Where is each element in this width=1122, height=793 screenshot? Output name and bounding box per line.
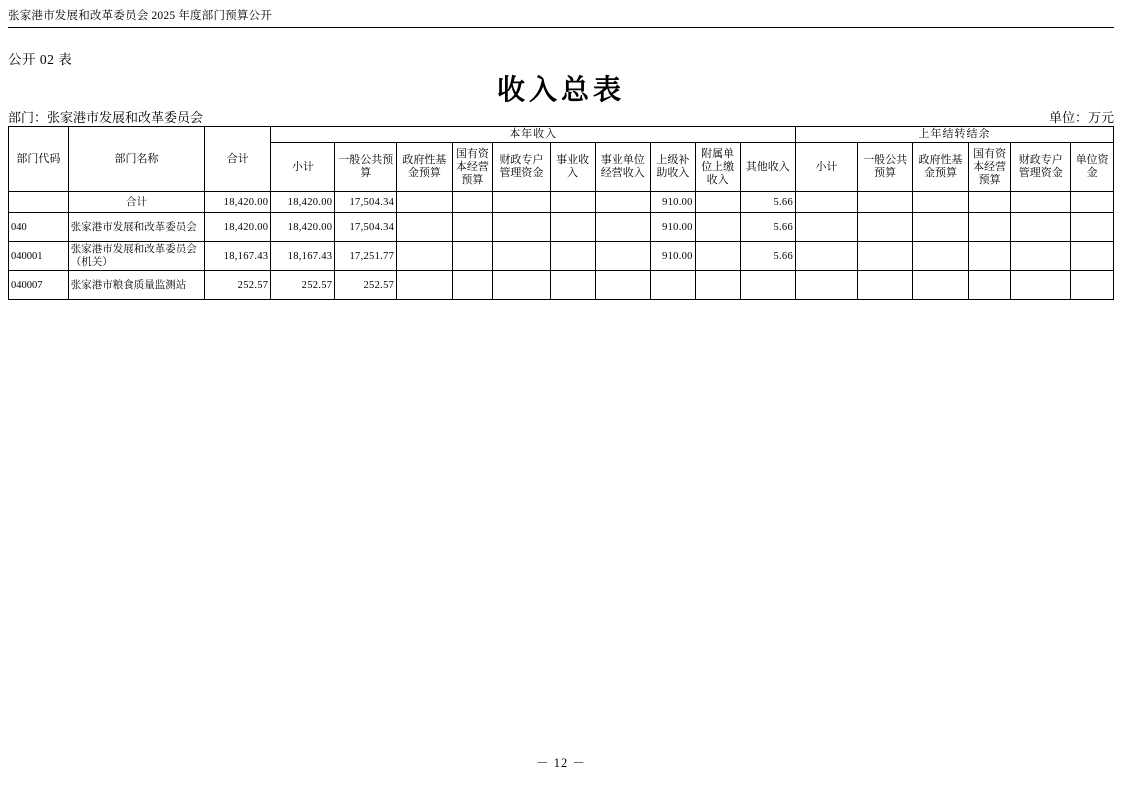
col-cy-soe-capital: 国有资本经营预算 — [452, 143, 493, 192]
cell-total: 18,420.00 — [205, 213, 271, 242]
cell-cy-superior-subsidy: 910.00 — [650, 213, 695, 242]
form-number: 公开 02 表 — [8, 52, 73, 67]
col-total: 合计 — [205, 127, 271, 192]
cell-py-fin-special — [1011, 242, 1071, 271]
cell-dept-name: 张家港市发展和改革委员会 — [68, 213, 205, 242]
col-py-unit-fund: 单位资金 — [1071, 143, 1114, 192]
cell-cy-other — [740, 271, 795, 300]
cell-cy-other: 5.66 — [740, 192, 795, 213]
cell-dept-name: 合计 — [68, 192, 205, 213]
col-py-gov-fund: 政府性基金预算 — [913, 143, 968, 192]
cell-cy-soe-capital — [452, 242, 493, 271]
cell-cy-business — [550, 213, 595, 242]
cell-dept-code: 040007 — [9, 271, 69, 300]
cell-dept-code: 040001 — [9, 242, 69, 271]
cell-cy-unit-business — [595, 192, 650, 213]
table-body — [9, 192, 1114, 300]
cell-cy-other: 5.66 — [740, 242, 795, 271]
group-prior-year-carryover: 上年结转结余 — [796, 127, 1114, 143]
cell-cy-gov-fund — [397, 242, 452, 271]
cell-dept-code: 040 — [9, 213, 69, 242]
col-py-subtotal: 小计 — [796, 143, 858, 192]
cell-cy-other: 5.66 — [740, 213, 795, 242]
header-divider — [8, 27, 1114, 28]
table-header-group-row — [9, 127, 1114, 143]
cell-cy-superior-subsidy — [650, 271, 695, 300]
col-cy-subtotal: 小计 — [271, 143, 335, 192]
cell-cy-superior-subsidy: 910.00 — [650, 242, 695, 271]
cell-cy-soe-capital — [452, 192, 493, 213]
cell-py-unit-fund — [1071, 213, 1114, 242]
cell-cy-subtotal: 18,420.00 — [271, 192, 335, 213]
cell-dept-name: 张家港市发展和改革委员会（机关） — [68, 242, 205, 271]
col-cy-fin-special: 财政专户管理资金 — [493, 143, 551, 192]
page-title: 收入总表 — [496, 75, 625, 106]
cell-py-general-public — [857, 271, 912, 300]
budget-table-wrap — [8, 126, 1114, 300]
cell-cy-gov-fund — [397, 271, 452, 300]
cell-cy-affiliated — [695, 271, 740, 300]
group-current-year-income: 本年收入 — [271, 127, 796, 143]
cell-cy-subtotal: 18,167.43 — [271, 242, 335, 271]
cell-cy-fin-special — [493, 271, 551, 300]
cell-py-gov-fund — [913, 213, 968, 242]
cell-cy-affiliated — [695, 192, 740, 213]
cell-cy-business — [550, 242, 595, 271]
cell-cy-fin-special — [493, 213, 551, 242]
income-summary-table — [8, 126, 1114, 300]
cell-cy-business — [550, 271, 595, 300]
cell-py-subtotal — [796, 213, 858, 242]
cell-cy-affiliated — [695, 213, 740, 242]
col-cy-affiliated: 附属单位上缴收入 — [695, 143, 740, 192]
table-row — [9, 242, 1114, 271]
cell-py-gov-fund — [913, 242, 968, 271]
cell-cy-superior-subsidy: 910.00 — [650, 192, 695, 213]
col-cy-superior-subsidy: 上级补助收入 — [650, 143, 695, 192]
cell-py-subtotal — [796, 271, 858, 300]
col-py-general-public: 一般公共预算 — [857, 143, 912, 192]
cell-py-fin-special — [1011, 192, 1071, 213]
cell-py-unit-fund — [1071, 242, 1114, 271]
cell-py-fin-special — [1011, 271, 1071, 300]
cell-cy-unit-business — [595, 213, 650, 242]
cell-py-soe-capital — [968, 192, 1011, 213]
cell-py-general-public — [857, 242, 912, 271]
cell-cy-general-public: 17,504.34 — [335, 192, 397, 213]
cell-total: 252.57 — [205, 271, 271, 300]
table-row — [9, 192, 1114, 213]
cell-cy-general-public: 17,504.34 — [335, 213, 397, 242]
col-cy-business: 事业收入 — [550, 143, 595, 192]
cell-total: 18,167.43 — [205, 242, 271, 271]
cell-cy-fin-special — [493, 242, 551, 271]
unit-label: 单位：万元 — [1048, 110, 1114, 125]
cell-py-soe-capital — [968, 213, 1011, 242]
cell-py-unit-fund — [1071, 271, 1114, 300]
cell-total: 18,420.00 — [205, 192, 271, 213]
cell-py-general-public — [857, 192, 912, 213]
cell-cy-soe-capital — [452, 271, 493, 300]
col-py-soe-capital: 国有资本经营预算 — [968, 143, 1011, 192]
cell-cy-general-public: 17,251.77 — [335, 242, 397, 271]
col-cy-gov-fund: 政府性基金预算 — [397, 143, 452, 192]
cell-py-subtotal — [796, 242, 858, 271]
page-number: － 12 － — [536, 756, 586, 770]
col-dept-name: 部门名称 — [68, 127, 205, 192]
department-label: 部门：张家港市发展和改革委员会 — [8, 110, 204, 125]
cell-cy-subtotal: 18,420.00 — [271, 213, 335, 242]
cell-py-soe-capital — [968, 242, 1011, 271]
col-cy-other: 其他收入 — [740, 143, 795, 192]
cell-cy-unit-business — [595, 242, 650, 271]
cell-py-fin-special — [1011, 213, 1071, 242]
col-py-fin-special: 财政专户管理资金 — [1011, 143, 1071, 192]
cell-cy-business — [550, 192, 595, 213]
cell-py-gov-fund — [913, 192, 968, 213]
cell-dept-name: 张家港市粮食质量监测站 — [68, 271, 205, 300]
cell-cy-fin-special — [493, 192, 551, 213]
table-row — [9, 271, 1114, 300]
cell-dept-code — [9, 192, 69, 213]
col-cy-general-public: 一般公共预算 — [335, 143, 397, 192]
col-cy-unit-business: 事业单位经营收入 — [595, 143, 650, 192]
cell-py-general-public — [857, 213, 912, 242]
cell-cy-soe-capital — [452, 213, 493, 242]
cell-cy-gov-fund — [397, 192, 452, 213]
cell-cy-unit-business — [595, 271, 650, 300]
subtitle-line — [8, 107, 1114, 126]
running-header: 张家港市发展和改革委员会 2025 年度部门预算公开 — [8, 10, 272, 22]
cell-py-unit-fund — [1071, 192, 1114, 213]
cell-cy-subtotal: 252.57 — [271, 271, 335, 300]
col-dept-code: 部门代码 — [9, 127, 69, 192]
cell-py-soe-capital — [968, 271, 1011, 300]
cell-py-subtotal — [796, 192, 858, 213]
table-row — [9, 213, 1114, 242]
cell-cy-affiliated — [695, 242, 740, 271]
cell-cy-general-public: 252.57 — [335, 271, 397, 300]
cell-cy-gov-fund — [397, 213, 452, 242]
cell-py-gov-fund — [913, 271, 968, 300]
